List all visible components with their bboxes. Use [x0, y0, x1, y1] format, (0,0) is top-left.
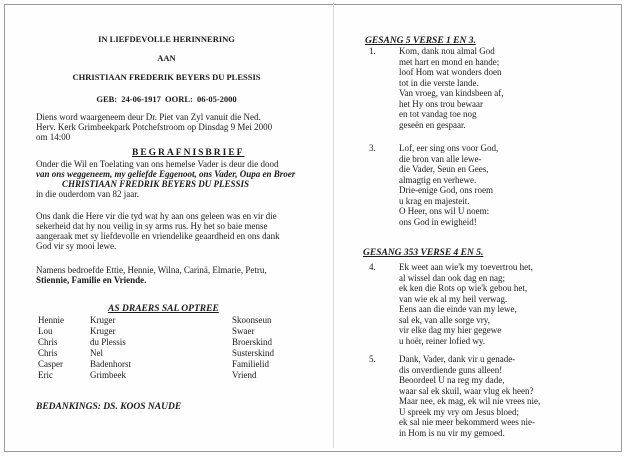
notice-line-4: in die ouderdom van 82 jaar.: [36, 189, 139, 199]
verse-line: Maar nee, ek mag, ek wil nie vrees nie,: [399, 396, 541, 406]
verse-line: Dank, Vader, dank vir u genade-: [399, 354, 516, 364]
thanks-line-2: sekerheid dat hy nou veilig in sy arms rus. Hy het so baie mense: [36, 221, 268, 231]
verse-line: Lof, eer sing ons voor God,: [399, 143, 499, 153]
hymn1-title: GESANG 5 VERSE 1 EN 3.: [365, 36, 476, 46]
pallbearer-surname: Badenhorst: [90, 359, 131, 369]
verse-line: al wissel dan ook dag en nag;: [399, 272, 505, 283]
verse-line: u krag en majesteit.: [399, 195, 470, 206]
verse-line: ek ken die Rots op wie'k gebou het,: [399, 283, 528, 293]
verse-line: ek sal nie meer bekommerd wees nie-: [399, 417, 535, 427]
verse-text: [399, 354, 540, 438]
pallbearer-first: Eric: [38, 370, 53, 380]
verse-line: het Hy ons trou bewaar: [399, 98, 483, 109]
deceased-name: CHRISTIAAN FREDERIK BEYERS DU PLESSIS: [72, 72, 261, 82]
pallbearer-first: Casper: [38, 359, 63, 369]
pallbearer-relation: Swaer: [232, 326, 255, 336]
verse-text: [399, 46, 503, 130]
thanks-line-3: aangeraak met sy liefdevolle en vriendelike geaardheid en ons dank: [36, 231, 280, 241]
verse-text: [399, 262, 533, 346]
verse-line: geseën en gespaar.: [399, 119, 466, 130]
pallbearer-first: Hennie: [38, 315, 64, 325]
notice-line-3: CHRISTIAAN FREDRIK BEYERS DU PLESSIS: [62, 179, 250, 189]
verse-line: waar sal ek skuil, waar vlug ek heen?: [399, 385, 534, 396]
verse-line: U spreek my vry om Jesus bloed;: [399, 406, 519, 417]
verse-number: 1.: [369, 46, 376, 56]
verse-line: Beoordeel U na reg my dade,: [399, 375, 505, 385]
pallbearer-relation: Familielid: [232, 359, 269, 369]
notice-title: BEGRAFNISBRIEF: [132, 148, 245, 158]
pallbearer-surname: Kruger: [90, 315, 116, 325]
pallbearer-first: Lou: [38, 326, 53, 336]
verse-line: dis onverdiende guns alleen!: [399, 364, 503, 375]
thanks-line-1: Ons dank die Here vir die tyd wat hy aan ons geleen was en vir die: [36, 211, 277, 221]
service-line-1: Diens word waargeneem deur Dr. Piet van Zyl vanuit die Ned.: [36, 112, 261, 122]
pallbearers-title: AS DRAERS SAL OPTREE: [108, 304, 219, 314]
verse-number: 5.: [369, 354, 376, 364]
verse-line: tot in die verste lande.: [399, 77, 479, 88]
right-page: [333, 0, 626, 456]
pallbearer-first: Chris: [38, 337, 58, 347]
verse-line: in Hom is nu vir my gemoed.: [399, 427, 505, 438]
verse-line: almagtig en verhewe.: [399, 174, 477, 185]
pallbearer-relation: Broerskind: [232, 337, 272, 347]
verse-number: 3.: [369, 143, 376, 153]
verse-line: vir elke dag my hier gegewe: [399, 325, 502, 335]
verse-line: sal ek, van alle sorge vry,: [399, 314, 490, 325]
verse-line: Drie-enige God, ons roem: [399, 185, 493, 195]
verse-line: van wie ek al my heil verwag.: [399, 293, 508, 304]
verse-number: 4.: [369, 262, 376, 272]
verse-line: met hart en mond en hande;: [399, 56, 500, 67]
aan-label: AAN: [157, 53, 176, 63]
verse-line: die Vader, Seun en Gees,: [399, 164, 489, 174]
notice-line-1: Onder die Wil en Toelating van ons hemelse Vader is deur die dood: [36, 159, 279, 169]
thanks-by: BEDANKINGS: DS. KOOS NAUDE: [36, 402, 182, 412]
pallbearer-first: Chris: [38, 348, 58, 358]
notice-line-2: van ons weggeneem, my geliefde Eggenoot, ons Vader, Oupa en Broer: [36, 169, 296, 179]
verse-line: ons God in ewigheid!: [399, 216, 477, 227]
service-line-3: om 14:00: [36, 132, 71, 142]
verse-line: Ek weet aan wie'k my toevertrou het,: [399, 262, 533, 272]
verse-line: Eens aan die einde van my lewe,: [399, 304, 517, 314]
service-line-2: Herv. Kerk Grimbeekpark Potchefstroom op Dinsdag 9 Mei 2000: [36, 122, 273, 132]
dates: GEB: 24-06-1917 OORL: 06-05-2000: [96, 94, 237, 104]
hymn2-title: GESANG 353 VERSE 4 EN 5.: [363, 248, 484, 258]
pallbearer-surname: Nel: [90, 348, 103, 358]
family-line-2: Stiennie, Familie en Vriende.: [36, 275, 147, 285]
family-line-1: Namens bedroefde Ettie, Hennie, Wilna, Carinä, Elmarie, Petru,: [36, 265, 267, 275]
pallbearer-relation: Vriend: [232, 370, 257, 380]
verse-line: die bron van alle lewe-: [399, 153, 482, 164]
thanks-line-4: God vir sy mooi lewe.: [36, 241, 117, 251]
pallbearer-surname: Kruger: [90, 326, 116, 336]
verse-line: Kom, dank nou almal God: [399, 46, 495, 56]
verse-text: [399, 143, 498, 227]
pallbearer-surname: du Plessis: [90, 337, 126, 347]
heading: IN LIEFDEVOLLE HERINNERING: [98, 34, 235, 44]
pallbearer-relation: Susterskind: [232, 348, 275, 358]
verse-line: loof Hom wat wonders doen: [399, 67, 502, 77]
verse-line: u hoër, reiner lofied wy.: [399, 335, 486, 346]
verse-line: O Heer, ons wil U noem:: [399, 206, 490, 216]
verse-line: en tot vandag toe nog: [399, 109, 477, 119]
pallbearer-relation: Skoonseun: [232, 315, 272, 325]
pallbearer-surname: Grimbeek: [90, 370, 126, 380]
verse-line: Van vroeg, van kindsbeen af,: [399, 88, 504, 98]
